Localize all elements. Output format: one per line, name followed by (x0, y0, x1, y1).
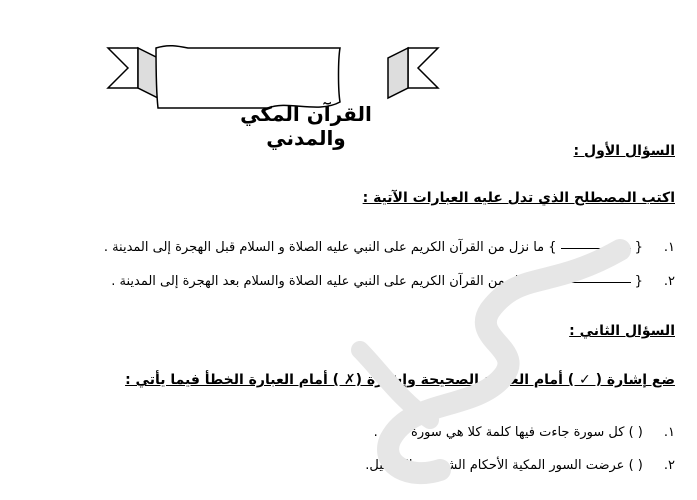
question-2-item-2 (365, 458, 675, 473)
item-text: ما نزل من القرآن الكريم على النبي عليه الصلاة والسلام بعد الهجرة إلى المدينة . (111, 274, 545, 289)
item-number: ١. (663, 240, 675, 255)
item-number: ١. (663, 425, 675, 440)
item-text: كل سورة جاءت فيها كلمة كلا هي سورة مكية . (373, 425, 625, 440)
brace-open: { (634, 240, 643, 255)
item-number: ٢. (663, 458, 675, 473)
question-2-heading: السؤال الثاني : (569, 323, 675, 339)
answer-paren[interactable]: ( ) (628, 458, 643, 473)
page-title: القرآن المكي والمدني (240, 102, 372, 150)
question-1-instruction: اكتب المصطلح الذي تدل عليه العبارات الآتية : (362, 190, 675, 206)
answer-paren[interactable]: ( ) (628, 425, 643, 440)
question-1-item-2 (111, 274, 675, 289)
answer-blank[interactable] (561, 247, 631, 249)
item-text: عرضت السور المكية الأحكام الشرعية بالتفصيل. (365, 458, 625, 473)
item-text: ما نزل من القرآن الكريم على النبي عليه الصلاة و السلام قبل الهجرة إلى المدينة . (103, 240, 545, 255)
answer-blank[interactable] (561, 281, 631, 283)
title-banner (98, 40, 448, 150)
question-1-item-1 (104, 240, 675, 255)
question-2-item-1 (374, 425, 675, 440)
brace-close: } (548, 274, 557, 289)
item-number: ٢. (663, 274, 675, 289)
question-2-instruction: ضع إشارة ( ✓ ) أمام العبارة الصحيحة وإشارة (✗ ) أمام العبارة الخطأ فيما يأتي : (125, 372, 675, 388)
brace-close: } (548, 240, 557, 255)
brace-open: { (634, 274, 643, 289)
question-1-heading: السؤال الأول : (573, 143, 675, 159)
